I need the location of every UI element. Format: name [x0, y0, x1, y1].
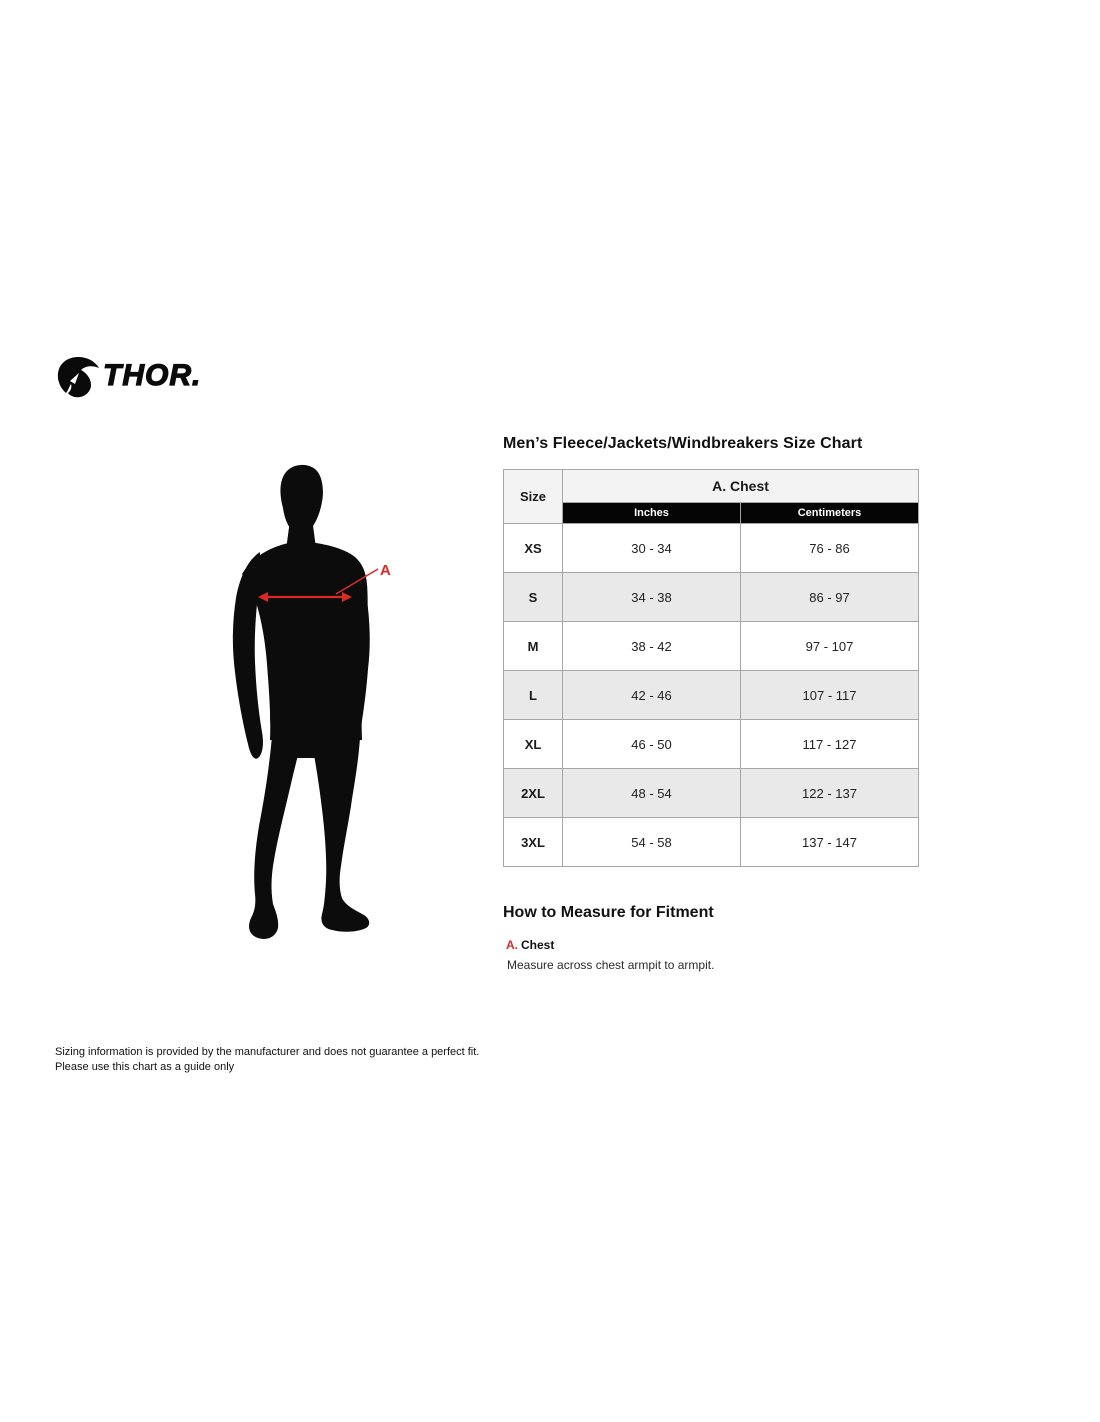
column-header-size: Size: [504, 470, 563, 524]
column-header-centimeters: Centimeters: [741, 503, 919, 524]
centimeters-cell: 117 - 127: [741, 720, 919, 769]
inches-cell: 30 - 34: [563, 524, 741, 573]
thor-goat-icon: [55, 356, 101, 398]
table-row: [504, 769, 919, 818]
measure-description: Measure across chest armpit to armpit.: [507, 958, 715, 972]
annotation-label-a: A: [380, 562, 391, 579]
table-row: [504, 671, 919, 720]
inches-cell: 42 - 46: [563, 671, 741, 720]
centimeters-cell: 76 - 86: [741, 524, 919, 573]
size-chart-section: [503, 435, 918, 972]
thor-logo: [55, 356, 201, 398]
measure-item-chest: [503, 936, 918, 972]
size-cell: M: [504, 622, 563, 671]
table-row: [504, 720, 919, 769]
size-cell: S: [504, 573, 563, 622]
size-cell: XS: [504, 524, 563, 573]
table-row: [504, 818, 919, 867]
disclaimer-line-1: Sizing information is provided by the manufacturer and does not guarantee a perfect fit.: [55, 1046, 480, 1058]
inches-cell: 54 - 58: [563, 818, 741, 867]
table-row: [504, 524, 919, 573]
inches-cell: 48 - 54: [563, 769, 741, 818]
measure-label: Chest: [521, 938, 555, 952]
disclaimer-line-2: Please use this chart as a guide only: [55, 1061, 235, 1074]
size-cell: 3XL: [504, 818, 563, 867]
size-cell: XL: [504, 720, 563, 769]
how-to-measure-section: [503, 904, 918, 972]
thor-wordmark: THOR.: [103, 359, 202, 392]
centimeters-cell: 97 - 107: [741, 622, 919, 671]
size-cell: L: [504, 671, 563, 720]
size-chart-table: [503, 469, 919, 867]
column-header-inches: Inches: [563, 503, 741, 524]
size-chart-title: Men’s Fleece/Jackets/Windbreakers Size Chart: [503, 435, 863, 452]
measure-key: A.: [506, 938, 518, 952]
body-silhouette-figure: [220, 440, 440, 960]
table-row: [504, 622, 919, 671]
centimeters-cell: 137 - 147: [741, 818, 919, 867]
table-row: [504, 573, 919, 622]
inches-cell: 46 - 50: [563, 720, 741, 769]
how-to-measure-heading: How to Measure for Fitment: [503, 904, 714, 921]
centimeters-cell: 122 - 137: [741, 769, 919, 818]
size-cell: 2XL: [504, 769, 563, 818]
inches-cell: 38 - 42: [563, 622, 741, 671]
male-silhouette-icon: [220, 440, 440, 960]
disclaimer-text: [55, 1045, 479, 1076]
inches-cell: 34 - 38: [563, 573, 741, 622]
centimeters-cell: 86 - 97: [741, 573, 919, 622]
column-header-chest: A. Chest: [563, 470, 919, 503]
centimeters-cell: 107 - 117: [741, 671, 919, 720]
